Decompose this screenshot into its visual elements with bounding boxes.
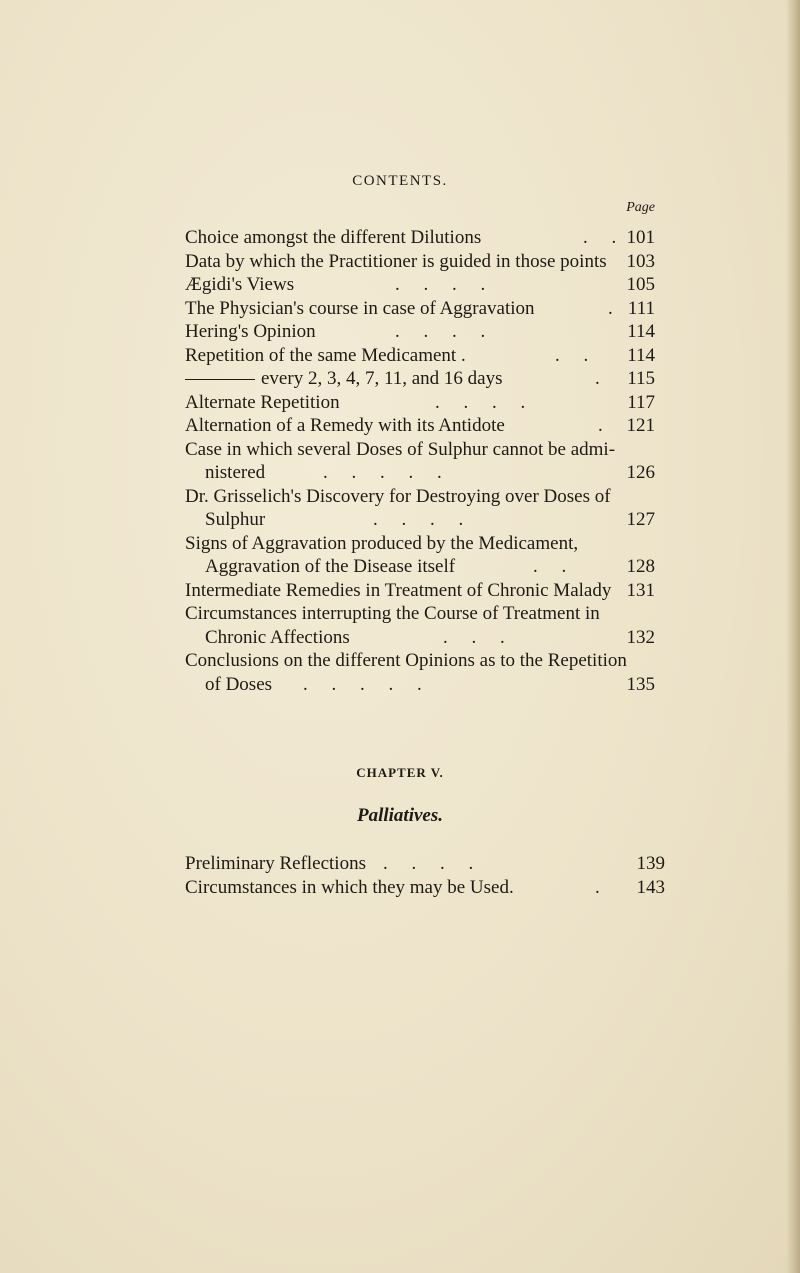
toc-entry-page: 105 bbox=[626, 274, 655, 295]
toc-entry-title-continued: Chronic Affections bbox=[205, 626, 350, 648]
toc-entry-page: 132 bbox=[626, 626, 655, 648]
toc-entry-title-continued: Sulphur bbox=[205, 509, 266, 530]
running-head: CONTENTS. bbox=[352, 173, 448, 189]
leader-dots: . . . . bbox=[383, 853, 474, 874]
toc-entry-title: Choice amongst the different Dilutions bbox=[185, 227, 482, 248]
toc-entry-title: every 2, 3, 4, 7, 11, and 16 days bbox=[261, 368, 503, 389]
toc-entry-page: 114 bbox=[627, 344, 655, 366]
toc-entry-page: 131 bbox=[626, 579, 655, 601]
toc-entry bbox=[185, 649, 655, 696]
toc-entry bbox=[185, 367, 655, 391]
toc-entry bbox=[185, 438, 655, 485]
toc-entry bbox=[185, 226, 655, 250]
toc-entry-title: Ægidi's Views bbox=[185, 274, 295, 295]
ditto-rule bbox=[185, 379, 255, 381]
leader-dots: . bbox=[598, 415, 603, 436]
leader-dots: . bbox=[608, 297, 613, 319]
toc-entry-title: Repetition of the same Medicament . bbox=[185, 344, 466, 366]
leader-dots: . . . . . bbox=[303, 673, 422, 695]
toc-entry-page: 139 bbox=[636, 853, 665, 874]
toc-entry bbox=[185, 485, 655, 532]
leader-dots: . . . . bbox=[373, 509, 464, 530]
leader-dots: . . . . . bbox=[323, 462, 442, 483]
chapter-subtitle: Palliatives. bbox=[356, 805, 443, 826]
toc-entry-page: 114 bbox=[627, 321, 655, 342]
toc-entry-page: 101 bbox=[626, 227, 655, 248]
leader-dots: . . . . bbox=[435, 391, 526, 413]
leader-dots: . bbox=[595, 368, 600, 389]
toc-entry bbox=[185, 602, 655, 649]
leader-dots: . . . . bbox=[395, 274, 486, 295]
chapter-heading: CHAPTER V. bbox=[356, 765, 444, 780]
toc-entry-page: 117 bbox=[627, 391, 655, 413]
contents-list bbox=[185, 226, 655, 696]
page-edge-shadow bbox=[786, 0, 800, 1273]
toc-entry-title: Preliminary Reflections bbox=[185, 853, 366, 874]
leader-dots: . . bbox=[555, 344, 589, 366]
toc-entry-page: 143 bbox=[636, 876, 665, 898]
toc-entry-page: 127 bbox=[626, 509, 655, 530]
toc-entry-title: Signs of Aggravation produced by the Medicament, bbox=[185, 532, 579, 554]
toc-entry-title: Dr. Grisselich's Discovery for Destroying over Doses of bbox=[185, 485, 611, 507]
toc-entry-title: Conclusions on the different Opinions as to the Repetition bbox=[185, 650, 627, 671]
toc-entry bbox=[185, 852, 665, 876]
toc-entry-title-continued: of Doses bbox=[205, 673, 273, 695]
leader-dots: . . . . bbox=[395, 321, 486, 342]
chapter-contents-list bbox=[185, 852, 665, 899]
toc-entry-page: 111 bbox=[627, 297, 655, 319]
toc-entry-page: 115 bbox=[627, 368, 655, 389]
toc-entry bbox=[185, 414, 655, 438]
toc-entry-title: The Physician's course in case of Aggravation bbox=[185, 297, 535, 319]
toc-entry-title-continued: nistered bbox=[205, 462, 266, 483]
page-column-label: Page bbox=[626, 200, 655, 215]
toc-entry bbox=[185, 876, 665, 900]
toc-entry bbox=[185, 344, 655, 368]
leader-dots: . . . bbox=[443, 626, 505, 648]
toc-entry bbox=[185, 297, 655, 321]
leader-dots: . . bbox=[583, 227, 617, 248]
toc-entry bbox=[185, 320, 655, 344]
toc-entry-page: 121 bbox=[626, 415, 655, 436]
toc-entry-title: Case in which several Doses of Sulphur cannot be admi- bbox=[185, 438, 616, 460]
toc-entry bbox=[185, 273, 655, 297]
toc-entry bbox=[185, 532, 655, 579]
toc-entry bbox=[185, 250, 655, 274]
toc-entry-title-continued: Aggravation of the Disease itself bbox=[205, 556, 456, 577]
leader-dots: . . bbox=[533, 556, 567, 577]
toc-entry-page: 128 bbox=[626, 556, 655, 577]
toc-entry bbox=[185, 391, 655, 415]
toc-entry-title: Circumstances in which they may be Used. bbox=[185, 876, 514, 898]
toc-entry-page: 103 bbox=[626, 250, 655, 272]
toc-entry-title: Hering's Opinion bbox=[185, 321, 316, 342]
toc-entry-title: Alternation of a Remedy with its Antidote bbox=[185, 415, 505, 436]
toc-entry-page: 135 bbox=[626, 673, 655, 695]
toc-entry-title: Intermediate Remedies in Treatment of Chronic Malady bbox=[185, 579, 612, 601]
toc-entry-page: 126 bbox=[626, 462, 655, 483]
leader-dots: . bbox=[595, 876, 600, 898]
toc-entry-title: Alternate Repetition bbox=[185, 391, 340, 413]
toc-entry bbox=[185, 579, 655, 603]
toc-entry-title: Circumstances interrupting the Course of Treatment in bbox=[185, 603, 600, 624]
toc-entry-title: Data by which the Practitioner is guided in those points bbox=[185, 250, 607, 272]
